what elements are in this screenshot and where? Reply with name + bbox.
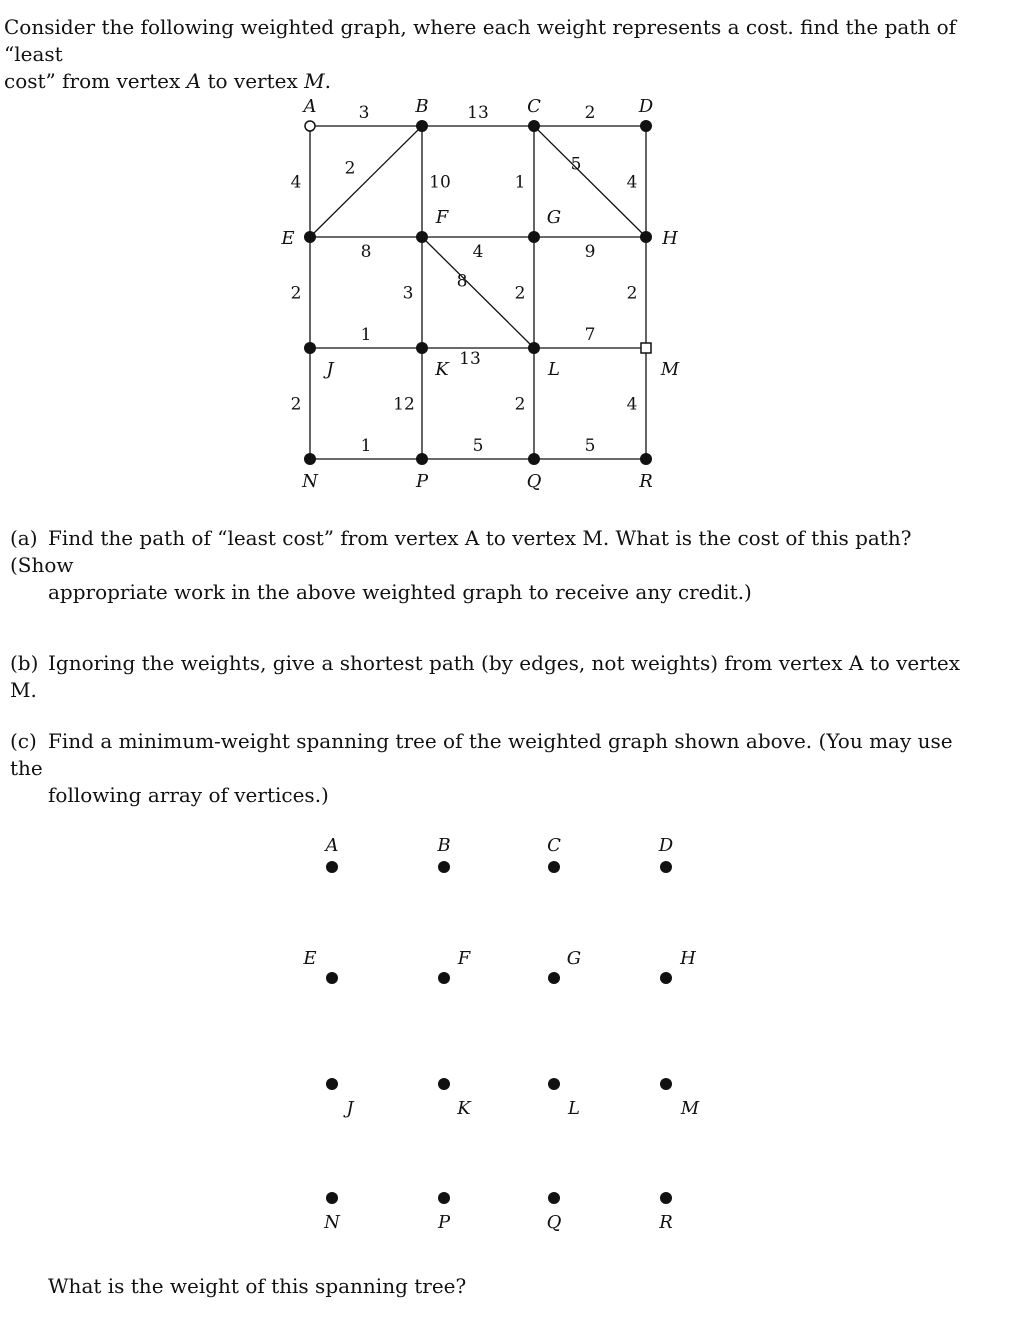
vertex-q-marker xyxy=(528,453,540,465)
edge-weight: 4 xyxy=(626,394,638,415)
vertex-h-marker xyxy=(640,231,652,243)
vertex-n-marker xyxy=(304,453,316,465)
question-c-line-2: following array of vertices.) xyxy=(48,783,329,807)
array-vertex-j-dot[interactable] xyxy=(326,1078,338,1090)
intro-vertex-m: M xyxy=(304,69,325,93)
vertex-d-marker xyxy=(640,120,652,132)
array-vertex-r-label: R xyxy=(659,1212,673,1233)
vertex-p-marker xyxy=(416,453,428,465)
array-vertex-c-dot[interactable] xyxy=(548,861,560,873)
edge-weight: 5 xyxy=(584,436,596,456)
vertex-r-label: R xyxy=(639,471,653,492)
edge-weight: 1 xyxy=(360,325,372,345)
array-vertex-e-dot[interactable] xyxy=(326,972,338,984)
vertex-array xyxy=(280,820,720,1240)
edge-weight: 2 xyxy=(344,158,356,179)
vertex-m-marker xyxy=(641,343,651,353)
edge-weight: 2 xyxy=(290,394,302,415)
vertex-a-marker xyxy=(305,121,315,131)
vertex-f-label: F xyxy=(435,207,449,228)
array-vertex-m-label: M xyxy=(680,1098,700,1119)
edge-weight: 8 xyxy=(456,271,468,292)
edge-weight: 4 xyxy=(290,172,302,193)
intro-line-1: Consider the following weighted graph, where each weight represents a cost. find the path of “least xyxy=(4,15,957,66)
question-c-tag: (c) xyxy=(10,729,37,753)
edge-b-e xyxy=(310,126,422,237)
vertex-e-marker xyxy=(304,231,316,243)
vertex-c-label: C xyxy=(527,96,541,117)
array-vertex-n-label: N xyxy=(324,1212,340,1233)
question-a xyxy=(10,525,970,606)
vertex-r-marker xyxy=(640,453,652,465)
edge-weight: 2 xyxy=(626,283,638,304)
array-vertex-c-label: C xyxy=(547,835,561,856)
intro-vertex-a: A xyxy=(186,69,202,93)
question-a-line-1: Find the path of “least cost” from vertex A to vertex M. What is the cost of this path? (Show xyxy=(10,526,912,577)
array-vertex-q-dot[interactable] xyxy=(548,1192,560,1204)
question-b-line-1: Ignoring the weights, give a shortest path (by edges, not weights) from vertex A to vertex M. xyxy=(10,651,960,702)
array-vertex-p-label: P xyxy=(437,1212,451,1233)
array-vertex-q-label: Q xyxy=(546,1212,562,1233)
vertex-n-label: N xyxy=(302,471,318,492)
vertex-l-label: L xyxy=(548,359,560,380)
vertex-b-label: B xyxy=(415,96,429,117)
edge-weight: 3 xyxy=(358,103,370,123)
vertex-f-marker xyxy=(416,231,428,243)
question-a-tag: (a) xyxy=(10,526,38,550)
array-vertex-h-dot[interactable] xyxy=(660,972,672,984)
vertex-k-label: K xyxy=(435,359,449,380)
array-vertex-a-dot[interactable] xyxy=(326,861,338,873)
vertex-e-label: E xyxy=(281,228,295,249)
vertex-j-label: J xyxy=(326,359,334,380)
vertex-q-label: Q xyxy=(526,471,542,492)
array-vertex-a-label: A xyxy=(325,835,339,856)
vertex-d-label: D xyxy=(638,96,654,117)
array-vertex-n-dot[interactable] xyxy=(326,1192,338,1204)
edge-weight: 9 xyxy=(584,242,596,262)
edge-weight: 10 xyxy=(429,172,451,193)
array-vertex-e-label: E xyxy=(303,948,317,969)
array-vertex-d-dot[interactable] xyxy=(660,861,672,873)
vertex-j-marker xyxy=(304,342,316,354)
array-vertex-l-label: L xyxy=(568,1098,580,1119)
array-vertex-g-label: G xyxy=(566,948,582,969)
array-vertex-d-label: D xyxy=(658,835,674,856)
intro-line-2-end: . xyxy=(324,69,331,93)
array-vertex-r-dot[interactable] xyxy=(660,1192,672,1204)
edge-weight: 4 xyxy=(472,242,484,262)
edge-weight: 13 xyxy=(459,349,481,369)
edge-weight: 2 xyxy=(514,394,526,415)
vertex-c-marker xyxy=(528,120,540,132)
intro-line-2-pre: cost” from vertex xyxy=(4,69,187,93)
edge-weight: 1 xyxy=(360,436,372,456)
problem-statement xyxy=(4,14,994,95)
array-vertex-g-dot[interactable] xyxy=(548,972,560,984)
edge-weight: 2 xyxy=(584,103,596,123)
vertex-k-marker xyxy=(416,342,428,354)
array-vertex-j-label: J xyxy=(346,1098,354,1119)
vertex-p-label: P xyxy=(415,471,429,492)
vertex-b-marker xyxy=(416,120,428,132)
edge-weight: 5 xyxy=(472,436,484,456)
vertex-a-label: A xyxy=(303,96,317,117)
array-vertex-p-dot[interactable] xyxy=(438,1192,450,1204)
vertex-l-marker xyxy=(528,342,540,354)
question-c xyxy=(10,728,970,809)
array-vertex-l-dot[interactable] xyxy=(548,1078,560,1090)
question-c-line-1: Find a minimum-weight spanning tree of the weighted graph shown above. (You may use the xyxy=(10,729,953,780)
array-vertex-k-dot[interactable] xyxy=(438,1078,450,1090)
edge-weight: 12 xyxy=(393,394,415,415)
edge-weight: 13 xyxy=(467,103,489,123)
edge-weight: 4 xyxy=(626,172,638,193)
intro-line-2-mid: to vertex xyxy=(201,69,305,93)
array-vertex-b-dot[interactable] xyxy=(438,861,450,873)
vertex-array-points xyxy=(302,835,699,1233)
array-vertex-f-dot[interactable] xyxy=(438,972,450,984)
vertex-h-label: H xyxy=(662,228,678,249)
edge-weight: 3 xyxy=(402,283,414,304)
array-vertex-f-label: F xyxy=(457,948,471,969)
edge-weight: 8 xyxy=(360,242,372,262)
graph-edges xyxy=(310,126,646,459)
vertex-m-label: M xyxy=(660,359,680,380)
question-b xyxy=(10,650,970,704)
question-a-line-2: appropriate work in the above weighted graph to receive any credit.) xyxy=(48,580,752,604)
graph-weights xyxy=(291,103,638,456)
array-vertex-m-dot[interactable] xyxy=(660,1078,672,1090)
array-vertex-k-label: K xyxy=(457,1098,471,1119)
vertex-g-marker xyxy=(528,231,540,243)
edge-weight: 5 xyxy=(570,154,582,175)
weighted-graph xyxy=(270,88,700,508)
spanning-tree-weight-question: What is the weight of this spanning tree? xyxy=(48,1274,467,1298)
edge-weight: 7 xyxy=(584,325,596,345)
edge-weight: 2 xyxy=(514,283,526,304)
edge-weight: 2 xyxy=(290,283,302,304)
array-vertex-b-label: B xyxy=(437,835,451,856)
edge-weight: 1 xyxy=(514,172,526,193)
question-b-tag: (b) xyxy=(10,651,39,675)
vertex-g-label: G xyxy=(546,207,562,228)
array-vertex-h-label: H xyxy=(680,948,696,969)
